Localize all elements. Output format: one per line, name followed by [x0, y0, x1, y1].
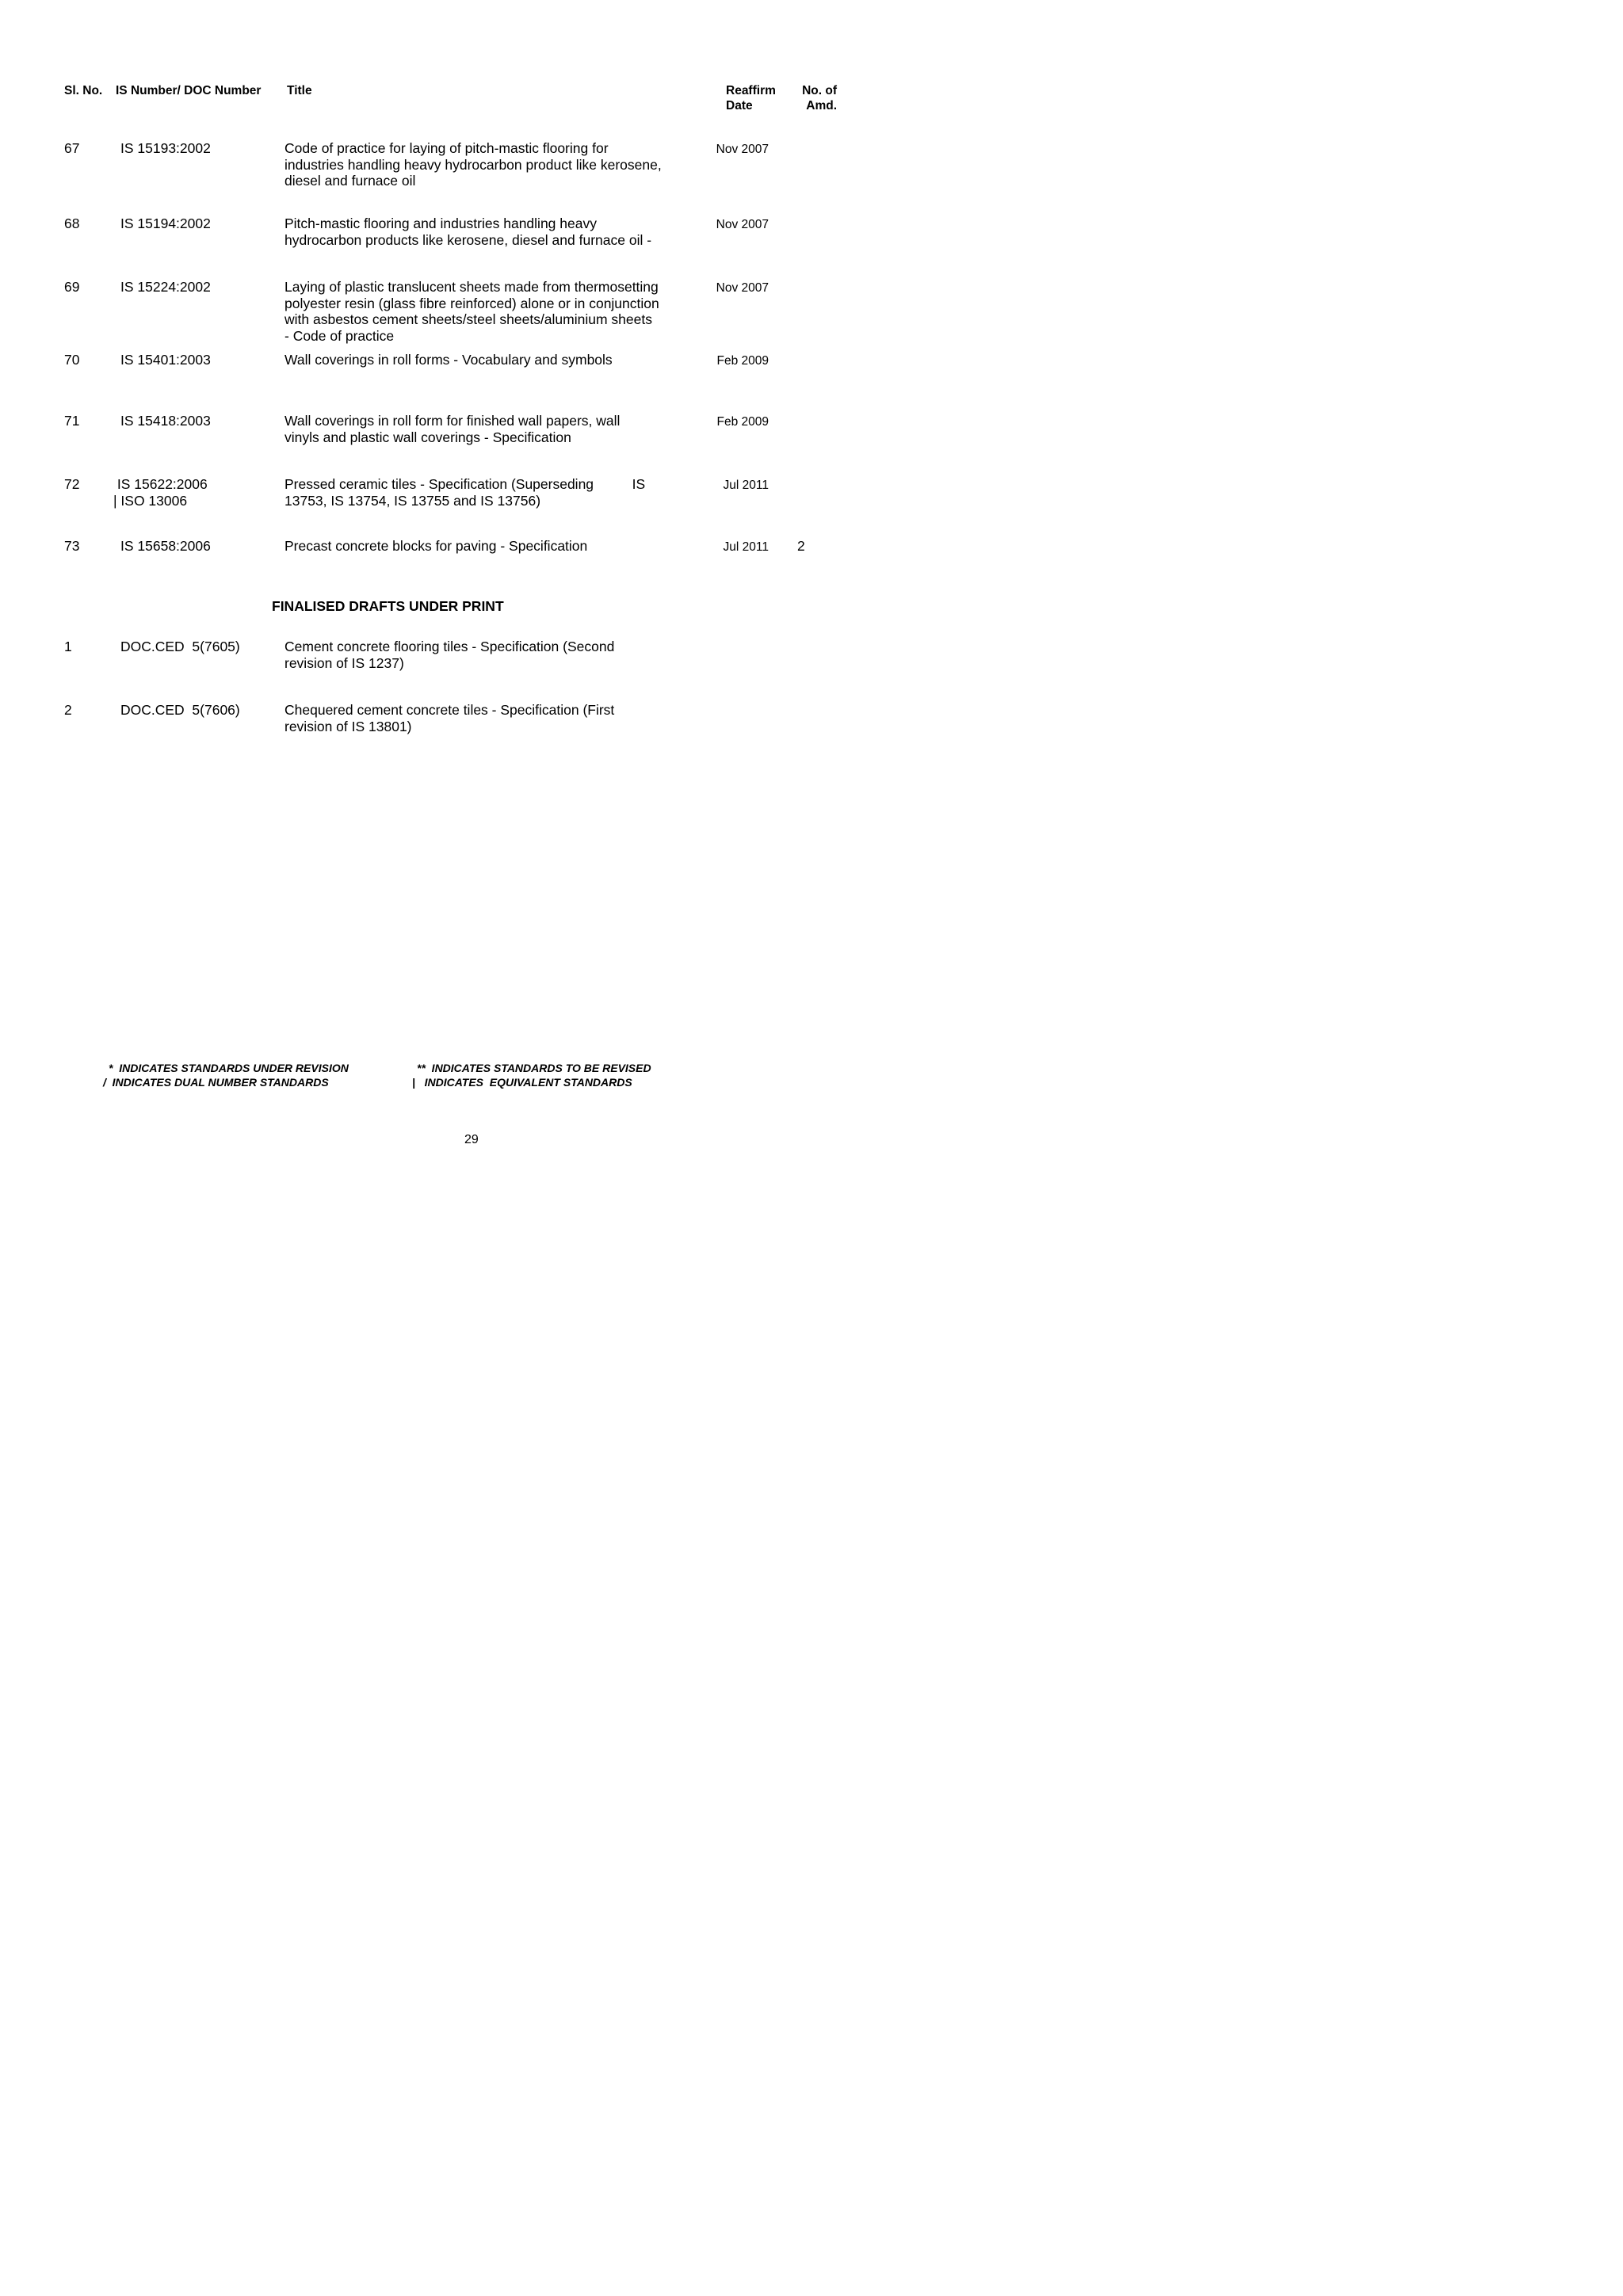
standard-title: Wall coverings in roll form for finished wall papers, wall vinyls and plastic wall coverings - Specification	[285, 413, 621, 445]
standard-title: Pitch-mastic flooring and industries handling heavy hydrocarbon products like kerosene, diesel and furnace oil -	[285, 215, 652, 248]
standard-title: Pressed ceramic tiles - Specification (Superseding IS 13753, IS 13754, IS 13755 and IS 13756)	[285, 476, 646, 509]
reaffirm-date: Nov 2007	[716, 143, 769, 156]
section-heading: FINALISED DRAFTS UNDER PRINT	[272, 598, 504, 614]
legend-dual-number: / INDICATES DUAL NUMBER STANDARDS	[103, 1076, 329, 1089]
is-number: IS 15401:2003	[120, 352, 211, 368]
header-is-number: IS Number/ DOC Number	[116, 84, 262, 97]
standard-title: Precast concrete blocks for paving - Specification	[285, 538, 588, 554]
sl-no: 73	[64, 538, 80, 554]
header-title: Title	[287, 84, 312, 97]
draft-title: Cement concrete flooring tiles - Specification (Second revision of IS 1237)	[285, 639, 615, 671]
amendment-count: 2	[797, 538, 805, 554]
sl-no: 72	[64, 476, 80, 492]
doc-number: DOC.CED 5(7605)	[120, 639, 240, 654]
page-number: 29	[464, 1133, 479, 1146]
header-reaffirm-date: Reaffirm Date	[726, 84, 776, 113]
legend-under-revision: * INDICATES STANDARDS UNDER REVISION	[109, 1062, 349, 1074]
standard-title: Code of practice for laying of pitch-mastic flooring for industries handling heavy hydrocarbon product like kerosene, diesel and furnace oil	[285, 140, 662, 189]
draft-title: Chequered cement concrete tiles - Specification (First revision of IS 13801)	[285, 702, 615, 734]
sl-no: 68	[64, 215, 80, 231]
is-number: IS 15658:2006	[120, 538, 211, 554]
sl-no: 1	[64, 639, 72, 654]
reaffirm-date: Nov 2007	[716, 218, 769, 231]
reaffirm-date: Jul 2011	[723, 479, 769, 492]
reaffirm-date: Nov 2007	[716, 281, 769, 295]
is-number: IS 15622:2006 | ISO 13006	[113, 476, 208, 509]
reaffirm-date: Feb 2009	[716, 415, 769, 429]
is-number: IS 15224:2002	[120, 279, 211, 295]
sl-no: 2	[64, 702, 72, 718]
doc-number: DOC.CED 5(7606)	[120, 702, 240, 718]
is-number: IS 15193:2002	[120, 140, 211, 156]
standard-title: Laying of plastic translucent sheets made from thermosetting polyester resin (glass fibre reinforced) alone or in conjunction with asbestos cement sheets/steel sheets/aluminium sheets - Code of practice	[285, 279, 659, 344]
header-no-of-amd: No. of Amd.	[802, 84, 837, 113]
document-page	[0, 0, 872, 1233]
reaffirm-date: Feb 2009	[716, 354, 769, 368]
legend-to-be-revised: ** INDICATES STANDARDS TO BE REVISED	[417, 1062, 651, 1074]
is-number: IS 15418:2003	[120, 413, 211, 429]
sl-no: 69	[64, 279, 80, 295]
standard-title: Wall coverings in roll forms - Vocabulary and symbols	[285, 352, 613, 368]
sl-no: 70	[64, 352, 80, 368]
sl-no: 71	[64, 413, 80, 429]
header-sl-no: Sl. No.	[64, 84, 103, 97]
sl-no: 67	[64, 140, 80, 156]
reaffirm-date: Jul 2011	[723, 540, 769, 554]
is-number: IS 15194:2002	[120, 215, 211, 231]
legend-equivalent: | INDICATES EQUIVALENT STANDARDS	[412, 1076, 632, 1089]
